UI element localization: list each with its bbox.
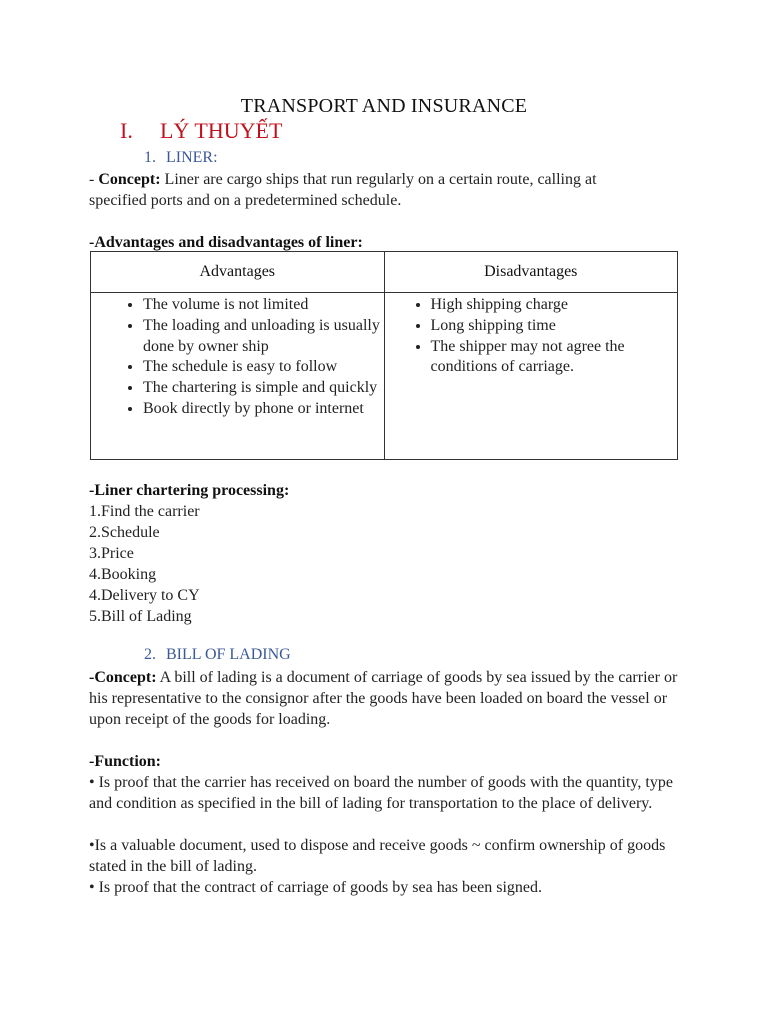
function-item-1: • Is proof that the carrier has received on board the number of goods with the quantity, type and condition as specified in the bill of lading for transportation to the place of delivery. <box>89 774 673 812</box>
bol-concept-text: A bill of lading is a document of carriage of goods by sea issued by the carrier or his representative to the consignor after the goods have been loaded on board the vessel or upon receipt of the goods for loading. <box>89 669 678 728</box>
bol-concept-paragraph <box>89 667 689 730</box>
bol-concept-label: -Concept: <box>89 669 157 686</box>
advantages-list <box>91 295 384 420</box>
advantages-table <box>90 251 678 460</box>
section-number: I. <box>120 118 133 143</box>
liner-concept-line1 <box>89 169 597 190</box>
process-heading-text: -Liner chartering processing: <box>89 482 290 499</box>
advantages-column-header: Advantages <box>91 252 385 293</box>
liner-heading-number: 1. <box>144 149 156 166</box>
function-heading-text: -Function: <box>89 753 161 770</box>
disadvantages-column-header: Disadvantages <box>384 252 678 293</box>
disadvantages-cell <box>384 293 678 460</box>
list-item: • The loading and unloading is usually done by owner ship <box>143 316 384 358</box>
process-step: 3.Price <box>89 545 134 562</box>
liner-concept-line2: specified ports and on a predetermined schedule. <box>89 192 402 209</box>
list-item: • The shipper may not agree the conditions of carriage. <box>431 337 678 379</box>
liner-heading <box>144 149 218 167</box>
advantages-cell <box>91 293 385 460</box>
list-item: • Long shipping time <box>431 316 678 337</box>
process-step: 2.Schedule <box>89 524 160 541</box>
concept-prefix: - <box>89 171 99 188</box>
list-item: • Book directly by phone or internet <box>143 399 384 420</box>
process-step: 4.Booking <box>89 566 157 583</box>
function-heading <box>89 751 161 772</box>
process-step: 4.Delivery to CY <box>89 587 200 604</box>
list-item: • High shipping charge <box>431 295 678 316</box>
process-step: 5.Bill of Lading <box>89 608 192 625</box>
advantages-heading-text: -Advantages and disadvantages of liner: <box>89 234 363 251</box>
bill-of-lading-heading <box>144 646 291 664</box>
concept-label: Concept: <box>98 171 161 188</box>
function-item-2: •Is a valuable document, used to dispose and receive goods ~ confirm ownership of goods stated in the bill of lading. <box>89 837 666 875</box>
list-item: • The volume is not limited <box>143 295 384 316</box>
advantages-heading <box>89 232 363 253</box>
list-item: • The chartering is simple and quickly <box>143 378 384 399</box>
list-item: • The schedule is easy to follow <box>143 357 384 378</box>
process-step: 1.Find the carrier <box>89 503 200 520</box>
bol-heading-text: BILL OF LADING <box>166 646 291 663</box>
section-heading <box>120 118 282 144</box>
liner-heading-text: LINER: <box>166 149 218 166</box>
function-item-3: • Is proof that the contract of carriage of goods by sea has been signed. <box>89 879 542 896</box>
document-title: TRANSPORT AND INSURANCE <box>240 95 528 117</box>
concept-text-1: Liner are cargo ships that run regularly on a certain route, calling at <box>160 171 597 188</box>
disadvantages-list <box>385 295 678 378</box>
process-heading <box>89 480 289 501</box>
section-title: LÝ THUYẾT <box>160 118 283 143</box>
bol-heading-number: 2. <box>144 646 156 663</box>
